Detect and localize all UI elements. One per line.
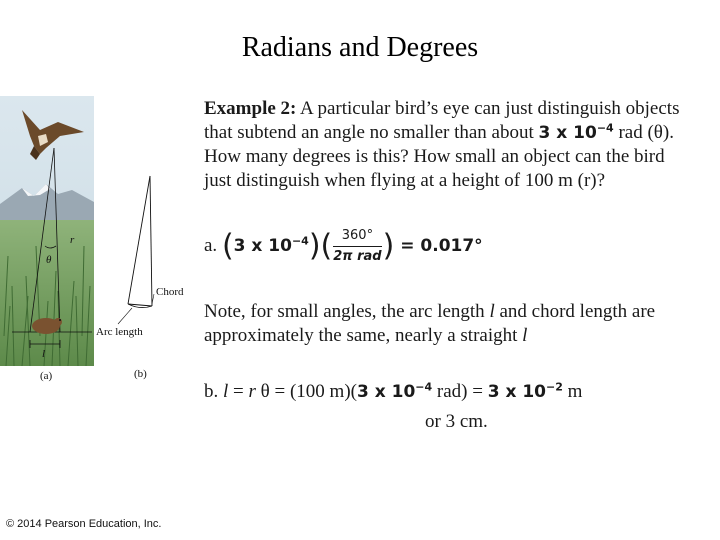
note-line-1: Note, for small angles, the arc length l and chord length are — [204, 301, 656, 322]
slide-title: Radians and Degrees — [241, 32, 479, 63]
example-line-4: just distinguish when flying at a height of 100 m (r)? — [204, 170, 606, 191]
conversion-fraction: $\frac{360^\circ}{\text{2π rad}}$ — [333, 228, 382, 264]
part-b-equation: b. l = r θ = (100 m)(3 x $10^{-4}$ rad) = 3 x $10^{-2}$ m — [204, 380, 583, 402]
note-line-2: approximately the same, nearly a straight l — [204, 325, 528, 346]
example-heading: Example 2: — [204, 98, 297, 119]
triangle-right-side — [150, 176, 152, 306]
part-a-equation: a. (3 x $10^{-4}$)( $\frac{360^\circ}{\text{2π rad}}$ ) = 0.017° — [204, 228, 483, 264]
bird-angle-figure — [0, 96, 200, 386]
label-b: (b) — [134, 368, 147, 380]
angle-value: 3 x $10^{-4}$ — [538, 121, 614, 143]
label-chord: Chord — [156, 286, 184, 298]
part-b-line-2: or 3 cm. — [425, 411, 488, 432]
example-line-1: Example 2: A particular bird’s eye can just distinguish objects — [204, 98, 680, 119]
part-a-result: = 0.017° — [394, 235, 483, 256]
label-theta: θ — [46, 254, 52, 266]
label-l: l — [42, 348, 46, 360]
label-r: r — [70, 234, 75, 246]
triangle-left-side — [128, 176, 150, 304]
figure-illustration — [0, 96, 200, 386]
label-a: (a) — [40, 370, 53, 382]
part-b-result: 3 x $10^{-2}$ — [487, 380, 563, 402]
copyright-notice: © 2014 Pearson Education, Inc. — [6, 518, 162, 530]
example-line-2: that subtend an angle no smaller than about 3 x $10^{-4}$ rad (θ). — [204, 121, 674, 143]
label-arc-length: Arc length — [96, 326, 143, 338]
example-line-3: How many degrees is this? How small an object can the bird — [204, 146, 665, 167]
